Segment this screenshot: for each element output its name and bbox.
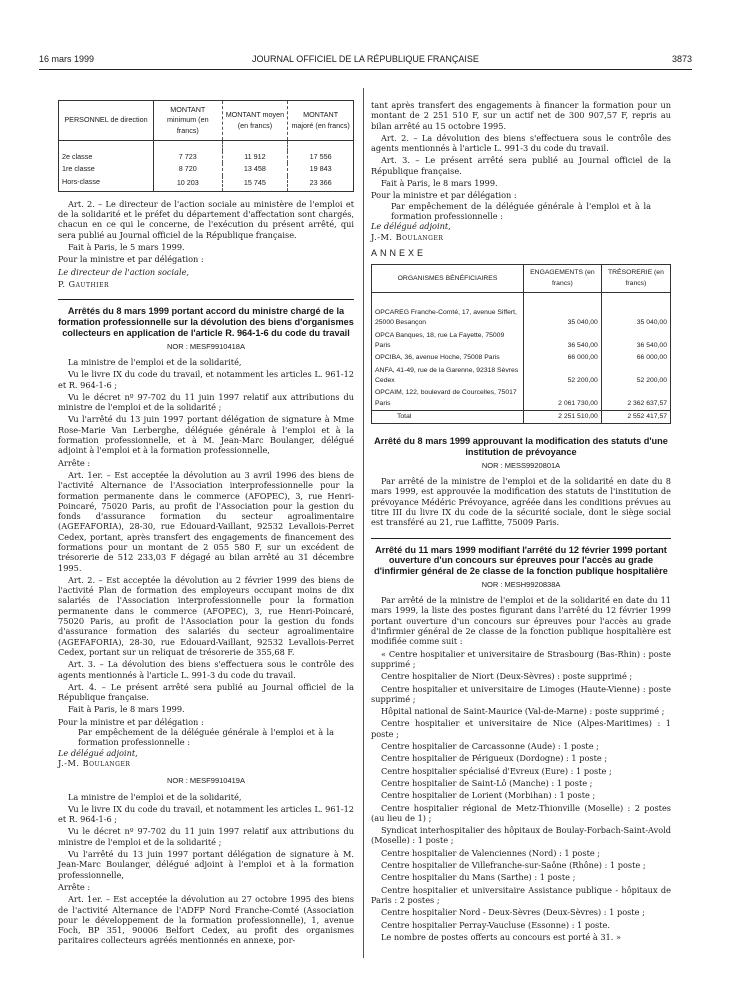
paragraph: Vu l'arrêté du 13 juin 1997 portant délégation de signature à M. Jean-Marc Boulanger, délégué adjoint à l'emploi et à la formation professionnelle,: [58, 849, 354, 880]
header-rule: [39, 69, 692, 70]
table-row: [59, 163, 354, 175]
organismes-table-header: ORGANISMES BÉNÉFICIAIRES: [372, 265, 524, 293]
header-date: 16 mars 1999: [39, 54, 95, 64]
signature-title: Le délégué adjoint,: [58, 747, 138, 758]
salary-value: 15 745: [222, 176, 288, 192]
left-column: [58, 100, 354, 948]
article-2: Art. 2. – Est acceptée la dévolution au 2 février 1999 des biens de l'activité Plan de formation des employeurs occupant moins de dix salariés de l'Association interprofessionnelle pour la formation permanente dans le commerce (AFOPEC), 3, rue Henri-Poincaré, 75020 Paris, au profit de l'Association pour la gestion du fonds d'assurance formation des salariés du secteur agroalimentaire (AGEFAFORIA), 28-30, rue Edouard-Vaillant, 92532 Levallois-Perret Cedex, portant sur un reliquat de trésorerie de 355,68 F.: [58, 574, 354, 657]
salary-value: 13 458: [222, 163, 288, 175]
arrete-heading: Arrête :: [58, 881, 91, 892]
tresorerie-value: 2 362 637,57: [627, 399, 667, 407]
organismes-table: [371, 264, 671, 424]
nor-reference: NOR : MESH9920838A: [481, 579, 561, 589]
fait-date: Fait à Paris, le 8 mars 1999.: [68, 704, 185, 715]
decree-title: Arrêté du 8 mars 1999 approuvant la modification des statuts d'une institution de prévoyance: [374, 436, 668, 457]
article-4: Art. 4. – Le présent arrêté sera publié au Journal officiel de la République française.: [58, 681, 354, 703]
list-item: Centre hospitalier de Niort (Deux-Sèvres) : poste supprimé ;: [381, 671, 633, 682]
list-item: Centre hospitalier et universitaire de Limoges (Haute-Vienne) : poste supprimé ;: [371, 683, 671, 704]
table-row: [59, 151, 354, 163]
signature-line: Pour la ministre et par délégation :: [371, 190, 517, 201]
list-item: Centre hospitalier régional de Metz-Thionville (Moselle) : 2 postes (au lieu de 1) ;: [371, 802, 671, 823]
signature-title: Le délégué adjoint,: [371, 221, 451, 232]
engagement-value: 2 061 730,00: [524, 387, 602, 410]
salary-class: 2e classe: [59, 151, 154, 163]
arrete-heading: Arrête :: [58, 457, 91, 468]
tresorerie-value: 52 200,00: [636, 376, 667, 384]
salary-value: 8 720: [154, 163, 223, 175]
salary-table-header: PERSONNEL de direction: [59, 101, 154, 141]
article-3: Art. 3. – La dévolution des biens s'effectuera sous le contrôle des agents mentionnés à l'article L. 991-3 du code du travail.: [58, 659, 354, 680]
signature-title: Le directeur de l'action sociale,: [58, 266, 190, 277]
engagement-value: 36 540,00: [524, 330, 602, 353]
list-item: Centre hospitalier et universitaire de Nice (Alpes-Maritimes) : 1 poste ;: [371, 718, 671, 739]
list-item: Centre hospitalier de Saint-Lô (Manche) : 1 poste ;: [381, 777, 593, 788]
paragraph: Vu le livre IX du code du travail, et notamment les articles L. 961-12 et R. 964-1-6 ;: [58, 369, 354, 390]
table-row: [372, 330, 671, 353]
total-tresorerie: 2 552 417,57: [627, 412, 667, 420]
list-item: Le nombre de postes offerts au concours est porté à 31. »: [381, 931, 621, 942]
list-item: Centre hospitalier du Mans (Sarthe) : 1 poste ;: [381, 872, 576, 883]
signature-name: P. Gauthier: [58, 278, 109, 289]
tresorerie-value: 36 540,00: [636, 342, 667, 350]
list-item: Centre hospitalier Perray-Vaucluse (Essonne) : 1 poste.: [381, 919, 610, 930]
section-rule: [58, 299, 354, 300]
right-column: [371, 100, 671, 944]
list-item: Centre hospitalier de Carcassonne (Aude) : 1 poste ;: [381, 741, 599, 752]
table-row: [372, 352, 671, 364]
article-2: Art. 2. – Le directeur de l'action sociale au ministère de l'emploi et de la solidarité et le préfet du département d'affectation sont chargés, chacun en ce qui le concerne, de l'exécution du présent arrêté, qui sera publié au Journal officiel de la République française.: [58, 198, 354, 240]
organismes-table-header: ENGAGEMENTS (en francs): [524, 265, 602, 293]
signature-line: Par empêchement de la déléguée générale à l'emploi et à la formation professionnelle :: [391, 200, 651, 221]
tresorerie-value: 35 040,00: [636, 319, 667, 327]
paragraph: Par arrêté de la ministre de l'emploi et de la solidarité en date du 8 mars 1999, est approuvée la modification des statuts de l'institution de prévoyance Médéric Prévoyance, agréée dans les conditions prévues au titre III du livre IX du code de la sécurité sociale, dont le siège social est transféré au 21, rue Laffitte, 75009 Paris.: [371, 476, 671, 528]
organisme-name: OPCIBA, 36, avenue Hoche, 75008 Paris: [372, 352, 524, 364]
list-item: Centre hospitalier de Lorient (Morbihan) : 1 poste ;: [381, 790, 596, 801]
total-label: Total: [372, 410, 524, 423]
paragraph: Vu le décret nº 97-702 du 11 juin 1997 relatif aux attributions du ministre de l'emploi et de la solidarité ;: [58, 391, 354, 413]
paragraph: tant après transfert des engagements à financer la formation pour un montant de 2 251 510 F, sur un actif net de 300 907,57 F, repris au bilan arrêté au 15 octobre 1995.: [371, 100, 671, 131]
nor-reference: NOR : MESS9920801A: [481, 460, 561, 470]
signature-line: Pour la ministre et par délégation :: [58, 716, 204, 727]
salary-table-header: MONTANT minimum (en francs): [154, 101, 223, 141]
total-engagements: 2 251 510,00: [524, 410, 602, 423]
section-rule: [371, 538, 671, 539]
organisme-name: OPCAIM, 122, boulevard de Courcelles, 75017 Paris: [372, 387, 524, 410]
table-row: [59, 176, 354, 192]
paragraph: La ministre de l'emploi et de la solidarité,: [68, 356, 242, 367]
paragraph: La ministre de l'emploi et de la solidarité,: [68, 791, 242, 802]
paragraph: Vu l'arrêté du 13 juin 1997 portant délégation de signature à Mme Rose-Marie Van Lerberghe, déléguée générale à l'emploi et à la formation professionnelle, et à M. Jean-Marc Boulanger, délégué adjoint à l'emploi et à la formation professionnelle,: [58, 414, 354, 456]
salary-value: 7 723: [154, 151, 223, 163]
paragraph: Vu le décret nº 97-702 du 11 juin 1997 relatif aux attributions du ministre de l'emploi et de la solidarité ;: [58, 826, 354, 847]
list-item: Centre hospitalier de Périgueux (Dordogne) : 1 poste ;: [381, 753, 608, 764]
decree-title: Arrêtés du 8 mars 1999 portant accord du ministre chargé de la formation professionnelle sur la dévolution des biens d'organismes collecteurs en application de l'article R. 964-1-6 du code du travail: [58, 306, 354, 338]
paragraph: Par arrêté de la ministre de l'emploi et de la solidarité en date du 11 mars 1999, la liste des postes figurant dans l'arrêté du 12 février 1999 portant ouverture d'un concours sur épreuves pour l'accès au grade d'infirmier général de 2e classe de la fonction publique hospitalière est modifiée comme suit :: [371, 595, 671, 647]
list-item: Hôpital national de Saint-Maurice (Val-de-Marne) : poste supprimé ;: [381, 706, 665, 717]
tresorerie-value: 66 000,00: [636, 354, 667, 362]
article-1: Art. 1er. – Est acceptée la dévolution au 3 avril 1996 des biens de l'activité Alternance de l'Association interprofessionnelle pour la formation permanente dans le commerce (AFOPEC), 3, rue Henri-Poincaré, 75020 Paris, au profit de l'Association pour la gestion du fonds d'assurance formation du secteur agroalimentaire (AGEFAFORIA), 28-30, rue Edouard-Vaillant, 92532 Levallois-Perret Cedex, portant, après transfert des engagements de financement des formations pour un montant de 2 055 580 F, sur un excédent de trésorerie de 512 233,03 F dégagé au bilan arrêté au 31 décembre 1995.: [58, 469, 354, 573]
salary-value: 23 366: [309, 178, 332, 188]
organismes-table-header: TRÉSORERIE (en francs): [607, 269, 664, 287]
fait-date: Fait à Paris, le 5 mars 1999.: [68, 242, 185, 253]
list-item: « Centre hospitalier et universitaire de Strasbourg (Bas-Rhin) : poste supprimé ;: [371, 648, 671, 669]
list-item: Centre hospitalier et universitaire Assistance publique - hôpitaux de Paris : 2 postes ;: [371, 884, 671, 905]
header-page-number: 3873: [671, 54, 692, 64]
annexe-heading: ANNEXE: [371, 247, 427, 258]
nor-reference: NOR : MESF9910418A: [167, 341, 245, 351]
article-1: Art. 1er. – Est acceptée la dévolution au 27 octobre 1995 des biens de l'activité Alternance de l'ADFP Nord Franche-Comté (Association pour le développement de la formation professionnelle), 1, avenue Foch, BP 351, 90006 Belfort Cedex, au profit des organismes paritaires collecteurs agréés mentionnés en annexe, por-: [58, 894, 354, 946]
header-journal: JOURNAL OFFICIEL DE LA RÉPUBLIQUE FRANÇAISE: [252, 54, 479, 64]
signature-line: Pour la ministre et par délégation :: [58, 254, 204, 265]
list-item: Centre hospitalier de Villefranche-sur-Saône (Rhône) : 1 poste ;: [381, 860, 646, 871]
fait-date: Fait à Paris, le 8 mars 1999.: [381, 178, 498, 189]
organisme-name: OPCAREG Franche-Comté, 17, avenue Siffert, 25000 Besançon: [372, 307, 524, 330]
salary-class: 1re classe: [59, 163, 154, 175]
nor-reference: NOR : MESF9910419A: [167, 776, 245, 786]
table-row: [372, 307, 671, 330]
decree-title: Arrêté du 11 mars 1999 modifiant l'arrêté du 12 février 1999 portant ouverture d'un concours sur épreuves pour l'accès au grade d'infirmier général de 2e classe de la fonction publique hospitalière: [374, 544, 668, 577]
salary-value: 19 843: [309, 164, 332, 174]
engagement-value: 35 040,00: [524, 307, 602, 330]
organisme-name: OPCA Banques, 18, rue La Fayette, 75009 Paris: [372, 330, 524, 353]
paragraph: Vu le livre IX du code du travail, et notamment les articles L. 961-12 et R. 964-1-6 ;: [58, 803, 354, 825]
article-3: Art. 3. – Le présent arrêté sera publié au Journal officiel de la République française.: [371, 155, 671, 176]
list-item: Centre hospitalier de Valenciennes (Nord) : 1 poste ;: [381, 847, 601, 858]
list-item: Centre hospitalier spécialisé d'Evreux (Eure) : 1 poste ;: [381, 765, 612, 776]
column-divider: [363, 88, 364, 958]
table-row: [372, 365, 671, 388]
salary-value: 17 556: [309, 152, 332, 161]
poste-list: [371, 649, 671, 942]
engagement-value: 52 200,00: [524, 365, 602, 388]
salary-value: 11 912: [222, 151, 288, 163]
organisme-name: ANFA, 41-49, rue de la Garenne, 92318 Sèvres Cedex: [372, 365, 524, 388]
article-2: Art. 2. – La dévolution des biens s'effectuera sous le contrôle des agents mentionnés à l'article L. 991-3 du code du travail.: [371, 132, 671, 154]
signature-line: Par empêchement de la déléguée générale à l'emploi et à la formation professionnelle :: [78, 727, 334, 748]
salary-class: Hors-classe: [59, 176, 154, 192]
signature-name: J.-M. Boulanger: [371, 231, 444, 242]
list-item: Syndicat interhospitalier des hôpitaux de Boulay-Forbach-Saint-Avold (Moselle) : 1 poste ;: [371, 825, 671, 846]
table-row: [372, 387, 671, 410]
list-item: Centre hospitalier Nord - Deux-Sèvres (Deux-Sèvres) : 1 poste ;: [381, 907, 645, 918]
engagement-value: 66 000,00: [524, 352, 602, 364]
salary-value: 10 203: [154, 176, 223, 192]
salary-table: [58, 100, 354, 192]
salary-table-header: MONTANT majoré (en francs): [291, 110, 350, 130]
salary-table-header: MONTANT moyen (en francs): [222, 101, 288, 141]
table-row: [372, 410, 671, 423]
signature-name: J.-M. Boulanger: [58, 757, 131, 768]
